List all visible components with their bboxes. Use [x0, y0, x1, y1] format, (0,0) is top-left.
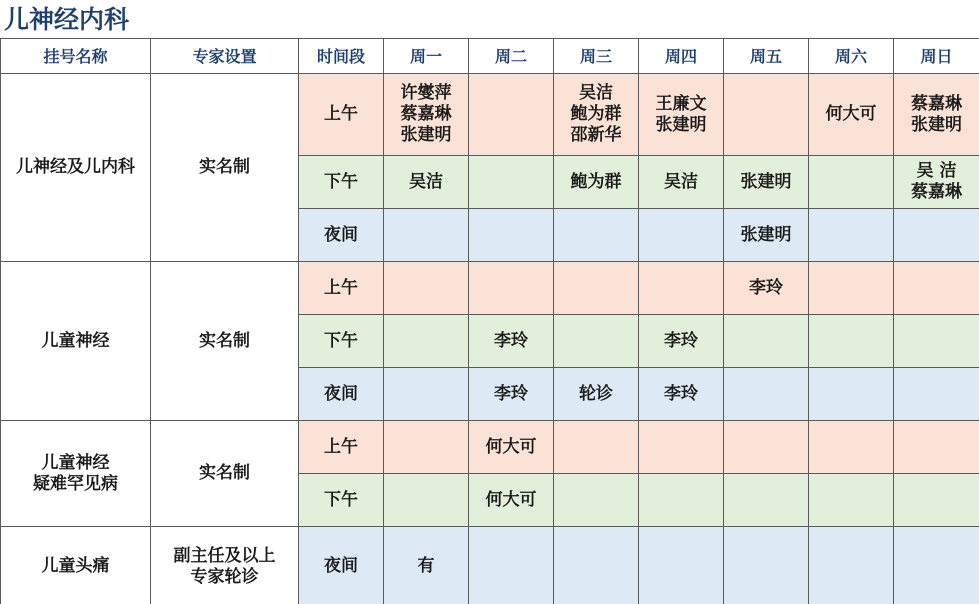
slot-tue — [469, 421, 554, 474]
header-expert: 专家设置 — [151, 39, 299, 74]
doctor-name-text: 鲍为群 — [570, 171, 622, 192]
slot-mon — [384, 421, 469, 474]
header-day-fri: 周五 — [724, 39, 809, 74]
doctor-name-text: 张建明 — [655, 114, 707, 135]
doctor-name-lines — [471, 437, 551, 458]
slot-mon — [384, 368, 469, 421]
doctor-name-lines — [556, 384, 636, 405]
doctor-name-text: 吴洁 — [409, 171, 443, 192]
doctor-name-lines — [811, 104, 891, 125]
slot-wed — [554, 74, 639, 156]
time-period: 下午 — [299, 156, 384, 209]
slot-fri — [724, 209, 809, 262]
doctor-name-text: 蔡嘉琳 — [911, 182, 962, 202]
slot-fri — [724, 527, 809, 604]
slot-fri — [724, 315, 809, 368]
slot-sat — [809, 421, 894, 474]
expert-setting-lines — [153, 546, 296, 588]
slot-thu — [639, 74, 724, 156]
header-day-tue: 周二 — [469, 39, 554, 74]
header-period: 时间段 — [299, 39, 384, 74]
expert-setting-text: 实名制 — [199, 157, 250, 177]
slot-thu — [639, 315, 724, 368]
doctor-name-lines — [386, 556, 466, 577]
doctor-name-lines — [641, 94, 721, 136]
doctor-name-text: 王廉文 — [655, 93, 707, 114]
slot-sun — [894, 156, 979, 209]
doctor-name-text: 蔡嘉琳 — [911, 93, 962, 114]
department-name-text: 儿童头痛 — [41, 556, 110, 576]
doctor-name-text: 李玲 — [664, 383, 698, 404]
department-name-lines — [3, 556, 148, 577]
department-name — [1, 262, 151, 421]
slot-sun — [894, 474, 979, 527]
slot-sat — [809, 527, 894, 604]
slot-sun — [894, 209, 979, 262]
doctor-name-text: 李玲 — [494, 383, 528, 404]
doctor-name-lines — [556, 83, 636, 146]
slot-wed — [554, 421, 639, 474]
slot-mon — [384, 156, 469, 209]
doctor-name-lines — [896, 94, 977, 136]
slot-sat — [809, 262, 894, 315]
slot-sun — [894, 315, 979, 368]
time-period: 下午 — [299, 315, 384, 368]
department-name-lines — [3, 331, 148, 352]
slot-sun — [894, 74, 979, 156]
expert-setting-text: 副主任及以上 — [173, 545, 276, 566]
doctor-name-lines — [386, 83, 466, 146]
slot-wed — [554, 209, 639, 262]
doctor-name-lines — [471, 331, 551, 352]
time-period: 下午 — [299, 474, 384, 527]
department-name-text: 儿童神经 — [41, 330, 110, 351]
slot-sat — [809, 209, 894, 262]
slot-mon — [384, 315, 469, 368]
slot-tue — [469, 315, 554, 368]
doctor-name-text: 蔡嘉琳 — [400, 104, 452, 124]
doctor-name-lines — [641, 331, 721, 352]
expert-setting-lines — [153, 463, 296, 484]
slot-sat — [809, 74, 894, 156]
slot-tue — [469, 474, 554, 527]
schedule-body — [1, 74, 979, 604]
expert-setting-lines — [153, 157, 296, 178]
slot-fri — [724, 421, 809, 474]
slot-mon — [384, 262, 469, 315]
department-name — [1, 421, 151, 527]
header-day-mon: 周一 — [384, 39, 469, 74]
doctor-name-lines — [896, 161, 977, 203]
schedule-row — [1, 527, 979, 604]
doctor-name-text: 何大可 — [825, 104, 877, 124]
slot-thu — [639, 527, 724, 604]
expert-setting-text: 实名制 — [199, 330, 250, 351]
doctor-name-text: 吴洁 — [579, 83, 613, 103]
header-day-thu: 周四 — [639, 39, 724, 74]
slot-thu — [639, 421, 724, 474]
doctor-name-text: 许燮萍 — [400, 83, 452, 103]
header-day-wed: 周三 — [554, 39, 639, 74]
slot-tue — [469, 74, 554, 156]
expert-setting-text: 专家轮诊 — [190, 566, 259, 587]
slot-thu — [639, 368, 724, 421]
slot-sat — [809, 368, 894, 421]
expert-setting — [151, 262, 299, 421]
department-name — [1, 74, 151, 262]
doctor-name-text: 吴 洁 — [916, 161, 957, 181]
doctor-name-text: 张建明 — [400, 125, 452, 145]
slot-sat — [809, 156, 894, 209]
slot-tue — [469, 368, 554, 421]
header-day-sun: 周日 — [894, 39, 979, 74]
doctor-name-text: 李玲 — [494, 330, 528, 351]
department-name-lines — [3, 157, 148, 178]
doctor-name-text: 有 — [417, 556, 435, 576]
expert-setting — [151, 74, 299, 262]
doctor-name-lines — [471, 490, 551, 511]
doctor-name-text: 何大可 — [485, 436, 537, 457]
doctor-name-text: 张建明 — [740, 224, 792, 245]
slot-thu — [639, 474, 724, 527]
doctor-name-text: 张建明 — [911, 114, 962, 135]
slot-fri — [724, 368, 809, 421]
slot-sat — [809, 315, 894, 368]
slot-tue — [469, 156, 554, 209]
slot-sun — [894, 421, 979, 474]
department-name-lines — [3, 453, 148, 495]
doctor-name-text: 李玲 — [749, 277, 783, 298]
doctor-name-text: 张建明 — [740, 171, 792, 192]
slot-sat — [809, 474, 894, 527]
expert-setting-text: 实名制 — [199, 463, 250, 483]
slot-fri — [724, 262, 809, 315]
slot-wed — [554, 474, 639, 527]
slot-wed — [554, 527, 639, 604]
slot-sun — [894, 527, 979, 604]
slot-sun — [894, 262, 979, 315]
expert-setting — [151, 421, 299, 527]
header-row — [1, 39, 979, 74]
slot-fri — [724, 474, 809, 527]
schedule-table — [0, 38, 979, 604]
schedule-row — [1, 74, 979, 156]
doctor-name-text: 轮诊 — [579, 383, 613, 404]
slot-sun — [894, 368, 979, 421]
doctor-name-lines — [641, 172, 721, 193]
doctor-name-lines — [471, 384, 551, 405]
expert-setting-lines — [153, 331, 296, 352]
slot-wed — [554, 368, 639, 421]
slot-fri — [724, 74, 809, 156]
doctor-name-text: 邵新华 — [570, 125, 622, 145]
department-name-text: 儿神经及儿内科 — [16, 157, 135, 177]
doctor-name-text: 鲍为群 — [570, 104, 622, 124]
schedule-row — [1, 421, 979, 474]
doctor-name-lines — [386, 172, 466, 193]
doctor-name-lines — [726, 172, 806, 193]
slot-wed — [554, 156, 639, 209]
slot-tue — [469, 527, 554, 604]
header-dept: 挂号名称 — [1, 39, 151, 74]
slot-thu — [639, 156, 724, 209]
doctor-name-lines — [641, 384, 721, 405]
page-title: 儿神经内科 — [4, 5, 130, 34]
department-name-text: 儿童神经 — [41, 452, 110, 473]
slot-wed — [554, 315, 639, 368]
doctor-name-text: 李玲 — [664, 330, 698, 351]
doctor-name-lines — [726, 225, 806, 246]
slot-mon — [384, 74, 469, 156]
slot-fri — [724, 156, 809, 209]
slot-thu — [639, 209, 724, 262]
slot-mon — [384, 209, 469, 262]
slot-mon — [384, 527, 469, 604]
doctor-name-lines — [726, 278, 806, 299]
expert-setting — [151, 527, 299, 604]
time-period: 夜间 — [299, 209, 384, 262]
time-period: 上午 — [299, 421, 384, 474]
time-period: 上午 — [299, 262, 384, 315]
schedule-row — [1, 262, 979, 315]
slot-wed — [554, 262, 639, 315]
doctor-name-text: 吴洁 — [664, 171, 698, 192]
doctor-name-text: 何大可 — [485, 489, 537, 510]
time-period: 上午 — [299, 74, 384, 156]
doctor-name-lines — [556, 172, 636, 193]
department-name-text: 疑难罕见病 — [33, 473, 118, 494]
header-day-sat: 周六 — [809, 39, 894, 74]
time-period: 夜间 — [299, 527, 384, 604]
slot-mon — [384, 474, 469, 527]
slot-thu — [639, 262, 724, 315]
department-name — [1, 527, 151, 604]
slot-tue — [469, 209, 554, 262]
slot-tue — [469, 262, 554, 315]
time-period: 夜间 — [299, 368, 384, 421]
